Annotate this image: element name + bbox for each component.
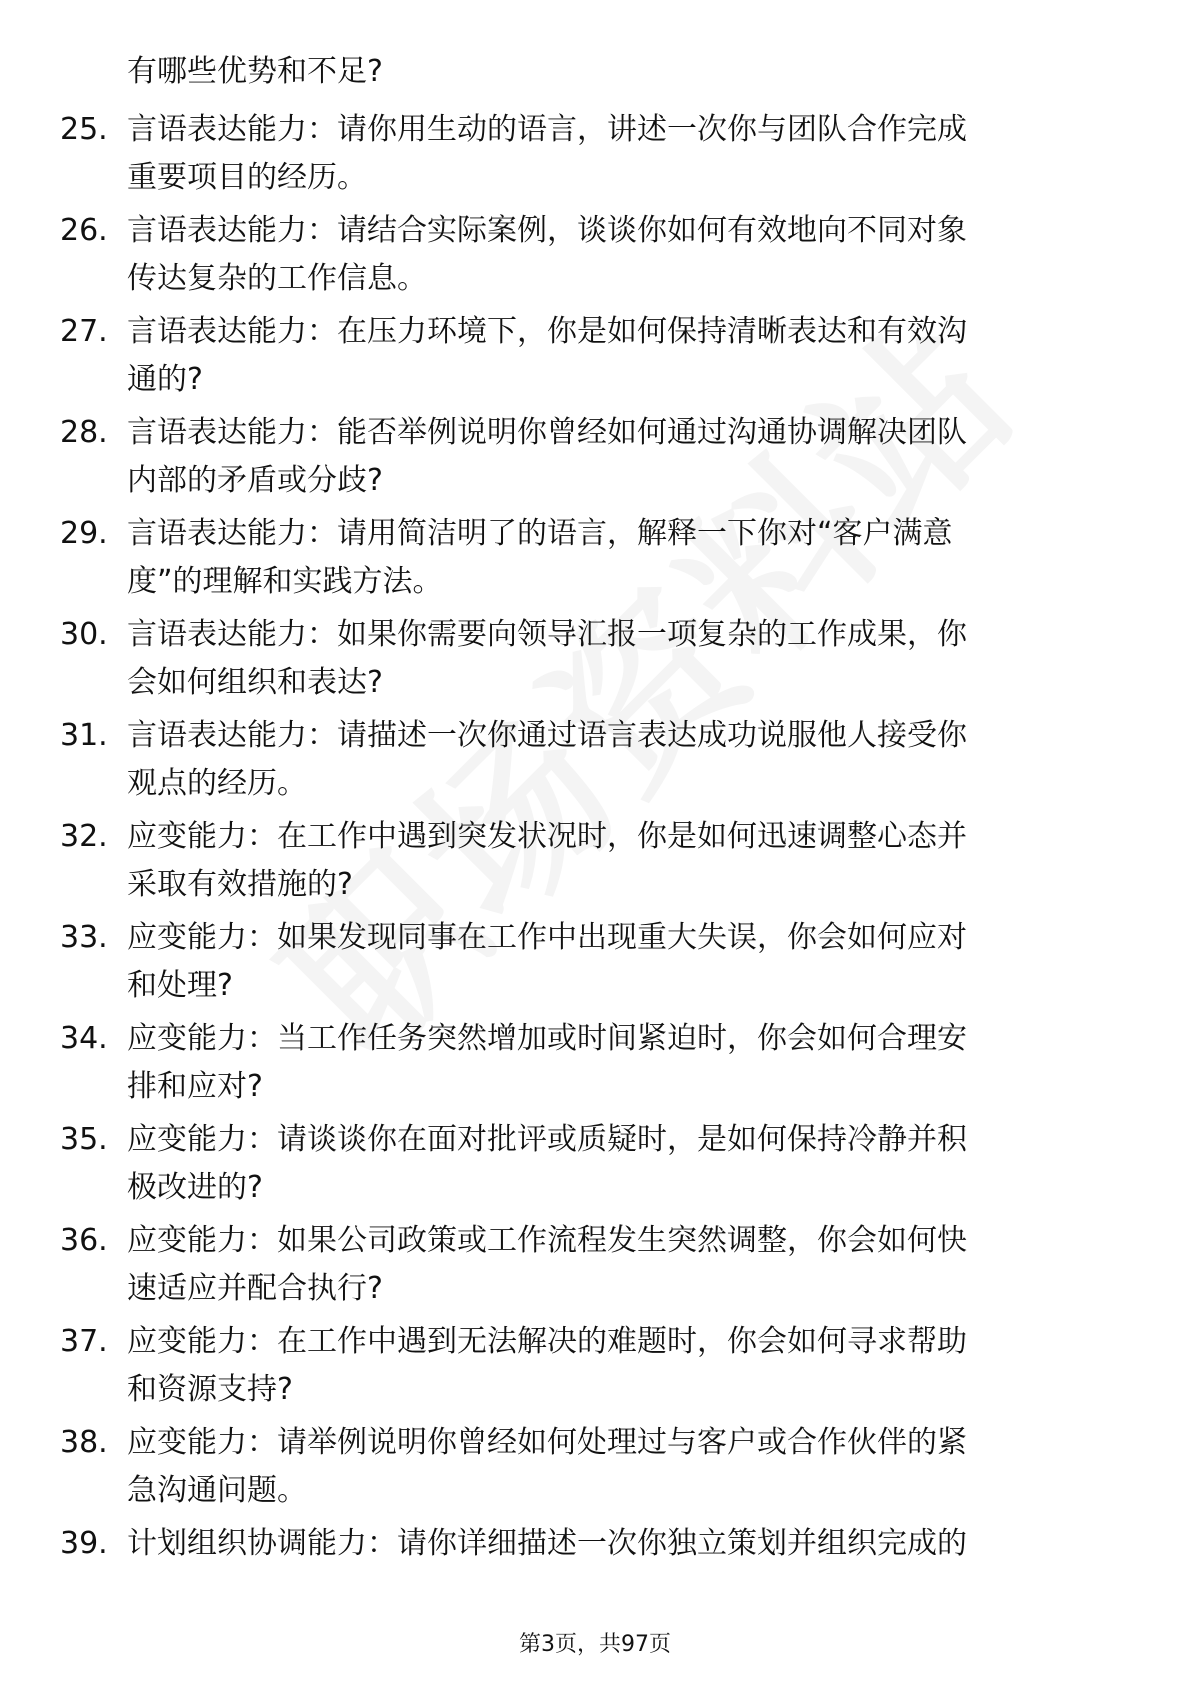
question-item	[0, 106, 1190, 202]
question-number: 30.	[60, 617, 108, 652]
question-line: 观点的经历。	[127, 766, 307, 801]
question-line: 应变能力：在工作中遇到突发状况时，你是如何迅速调整心态并	[127, 819, 967, 854]
question-item	[0, 611, 1190, 707]
question-number: 38.	[60, 1425, 108, 1460]
question-text	[127, 1419, 1127, 1515]
question-line: 和资源支持?	[127, 1372, 293, 1407]
question-line: 应变能力：当工作任务突然增加或时间紧迫时，你会如何合理安	[127, 1021, 967, 1056]
question-number: 29.	[60, 516, 108, 551]
question-text	[127, 813, 1127, 909]
question-line: 通的?	[127, 362, 203, 397]
question-line: 度”的理解和实践方法。	[127, 564, 443, 599]
question-number: 37.	[60, 1324, 108, 1359]
question-number: 34.	[60, 1021, 108, 1056]
question-text	[127, 1015, 1127, 1111]
question-line: 排和应对?	[127, 1069, 263, 1104]
question-text	[127, 1116, 1127, 1212]
question-item	[0, 1217, 1190, 1313]
question-line: 言语表达能力：请描述一次你通过语言表达成功说服他人接受你	[127, 718, 967, 753]
question-line: 应变能力：如果公司政策或工作流程发生突然调整，你会如何快	[127, 1223, 967, 1258]
question-line: 应变能力：请谈谈你在面对批评或质疑时，是如何保持冷静并积	[127, 1122, 967, 1157]
question-text	[127, 611, 1127, 707]
question-number: 39.	[60, 1526, 108, 1561]
question-text	[127, 207, 1127, 303]
question-line: 计划组织协调能力：请你详细描述一次你独立策划并组织完成的	[127, 1526, 967, 1561]
question-text	[127, 308, 1127, 404]
question-number: 25.	[60, 112, 108, 147]
question-number: 31.	[60, 718, 108, 753]
question-line: 言语表达能力：请用简洁明了的语言，解释一下你对“客户满意	[127, 516, 953, 551]
question-list	[0, 106, 1190, 1621]
page-number-footer: 第3页，共97页	[519, 1632, 671, 1657]
question-line: 应变能力：在工作中遇到无法解决的难题时，你会如何寻求帮助	[127, 1324, 967, 1359]
question-text	[127, 409, 1127, 505]
question-line: 言语表达能力：在压力环境下，你是如何保持清晰表达和有效沟	[127, 314, 967, 349]
question-item	[0, 1520, 1190, 1616]
question-item	[0, 1318, 1190, 1414]
question-number: 33.	[60, 920, 108, 955]
question-line: 急沟通问题。	[127, 1473, 307, 1508]
question-item	[0, 914, 1190, 1010]
question-line: 传达复杂的工作信息。	[127, 261, 427, 296]
question-line: 速适应并配合执行?	[127, 1271, 383, 1306]
question-line: 言语表达能力：请结合实际案例，谈谈你如何有效地向不同对象	[127, 213, 967, 248]
continued-question-text: 有哪些优势和不足?	[127, 54, 383, 89]
question-text	[127, 106, 1127, 202]
question-number: 35.	[60, 1122, 108, 1157]
question-item	[0, 308, 1190, 404]
question-line: 会如何组织和表达?	[127, 665, 383, 700]
question-number: 28.	[60, 415, 108, 450]
question-line: 言语表达能力：如果你需要向领导汇报一项复杂的工作成果，你	[127, 617, 967, 652]
question-item	[0, 1419, 1190, 1515]
question-line: 极改进的?	[127, 1170, 263, 1205]
question-item	[0, 1015, 1190, 1111]
question-text	[127, 1520, 1127, 1568]
question-number: 36.	[60, 1223, 108, 1258]
question-line: 言语表达能力：能否举例说明你曾经如何通过沟通协调解决团队	[127, 415, 967, 450]
question-number: 26.	[60, 213, 108, 248]
question-item	[0, 1116, 1190, 1212]
question-number: 27.	[60, 314, 108, 349]
question-line: 言语表达能力：请你用生动的语言，讲述一次你与团队合作完成	[127, 112, 967, 147]
question-text	[127, 1318, 1127, 1414]
question-line: 内部的矛盾或分歧?	[127, 463, 383, 498]
question-line: 采取有效措施的?	[127, 867, 353, 902]
question-item	[0, 813, 1190, 909]
question-text	[127, 914, 1127, 1010]
question-text	[127, 1217, 1127, 1313]
question-text	[127, 510, 1127, 606]
question-line: 和处理?	[127, 968, 233, 1003]
question-text	[127, 712, 1127, 808]
question-item	[0, 207, 1190, 303]
question-item	[0, 510, 1190, 606]
question-line: 重要项目的经历。	[127, 160, 367, 195]
question-line: 应变能力：请举例说明你曾经如何处理过与客户或合作伙伴的紧	[127, 1425, 967, 1460]
question-item	[0, 712, 1190, 808]
question-number: 32.	[60, 819, 108, 854]
question-item	[0, 409, 1190, 505]
question-line: 应变能力：如果发现同事在工作中出现重大失误，你会如何应对	[127, 920, 967, 955]
